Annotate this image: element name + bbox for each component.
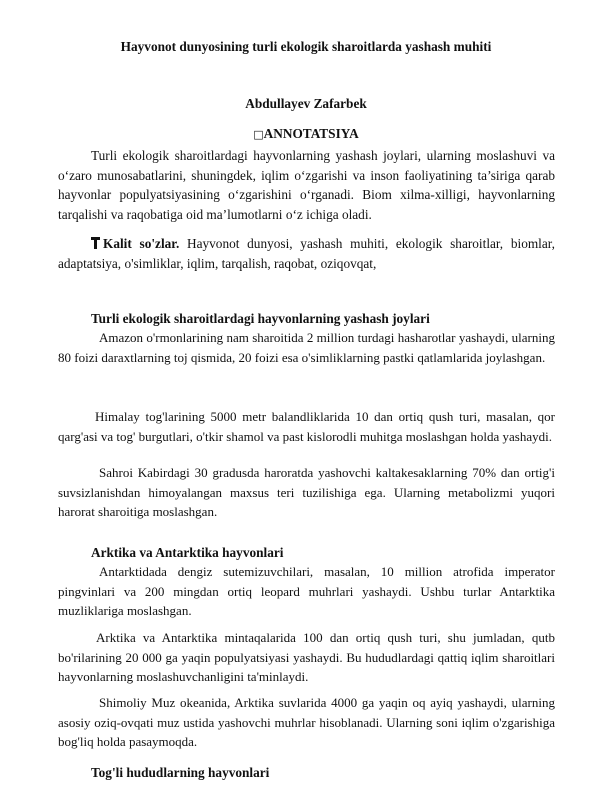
annotation-heading (0, 126, 612, 142)
paragraph-himalaya: Himalay tog'larining 5000 metr balandliklarida 10 dan ortiq qush turi, masalan, qor qarg'asi va tog' burgutlari, o'tkir shamol va past kislorodli muhitga moslashgan holda yashaydi. (58, 409, 555, 444)
paragraph-antarctica: Antarktidada dengiz sutemizuvchilari, masalan, 10 million atrofida imperator pingvinlari va 200 mingdan ortiq leopard muhrlari yashaydi. Ushbu turlar Antarktika muzliklariga moslashgan. (58, 564, 555, 619)
paragraph-sahara: Sahroi Kabirdagi 30 gradusda haroratda yashovchi kaltakesaklarning 70% dan ortig'i suvsizlanishdan himoyalangan maxsus teri tuzilishiga ega. Ularning metabolizmi yuqori harorat sharoitiga moslashgan. (58, 465, 555, 520)
annotation-text: Turli ekologik sharoitlardagi hayvonlarning yashash joylari, ularning moslashuvi va o‘zaro munosabatlarini, shuningdek, iqlim o‘zgarishi va inson faoliyatining ta’siriga qarab hayvonlar populyatsiyasining o‘zgarishini o‘rganadi. Biom xilma-xilligi, hayvonlarning tarqalishi va raqobatiga oid ma’lumotlarni o‘z ichiga oladi. (58, 148, 555, 222)
annotation-heading-text: ANNOTATSIYA (263, 126, 359, 141)
author-name: Abdullayev Zafarbek (245, 96, 367, 111)
section-heading-arctic: Arktika va Antarktika hayvonlari (91, 545, 284, 560)
missing-glyph-icon: □ (253, 128, 264, 141)
paper-title: Hayvonot dunyosining turli ekologik sharoitlarda yashash muhiti (120, 39, 492, 54)
paragraph-polar-bears: Shimoliy Muz okeanida, Arktika suvlarida 4000 ga yaqin oq ayiq yashaydi, ularning asosiy oziq-ovqati muz ustida yashovchi muhrlar hisoblanadi. Ularning soni iqlim o'zgarishiga bog'liq holda pasaymoqda. (58, 695, 555, 750)
section-heading-habitats: Turli ekologik sharoitlardagi hayvonlarning yashash joylari (91, 311, 430, 326)
keywords-label: Kalit so'zlar. (103, 236, 180, 251)
paragraph-arctic-birds: Arktika va Antarktika mintaqalarida 100 dan ortiq qush turi, shu jumladan, qutb bo'rilarining 20 000 ga yaqin populyatsiyasi yashaydi. Bu hududlardagi qattiq iqlim sharoitlari hayvonlarning moslashuvchanligini ta'minlaydi. (58, 630, 555, 685)
keywords-paragraph (58, 234, 555, 273)
paragraph-amazon: Amazon o'rmonlarining nam sharoitida 2 million turdagi hasharotlar yashaydi, ularning 80 foizi daraxtlarning toj qismida, 20 foizi esa o'simliklarning pastki qatlamlarida joylashgan. (58, 330, 555, 365)
keywords-text: Hayvonot dunyosi, yashash muhiti, ekologik sharoitlar, biomlar, adaptatsiya, o'simliklar, iqlim, tarqalish, raqobat, oziqovqat, (58, 236, 555, 271)
pin-icon (91, 237, 100, 249)
section-heading-mountains: Tog'li hududlarning hayvonlari (91, 765, 270, 780)
